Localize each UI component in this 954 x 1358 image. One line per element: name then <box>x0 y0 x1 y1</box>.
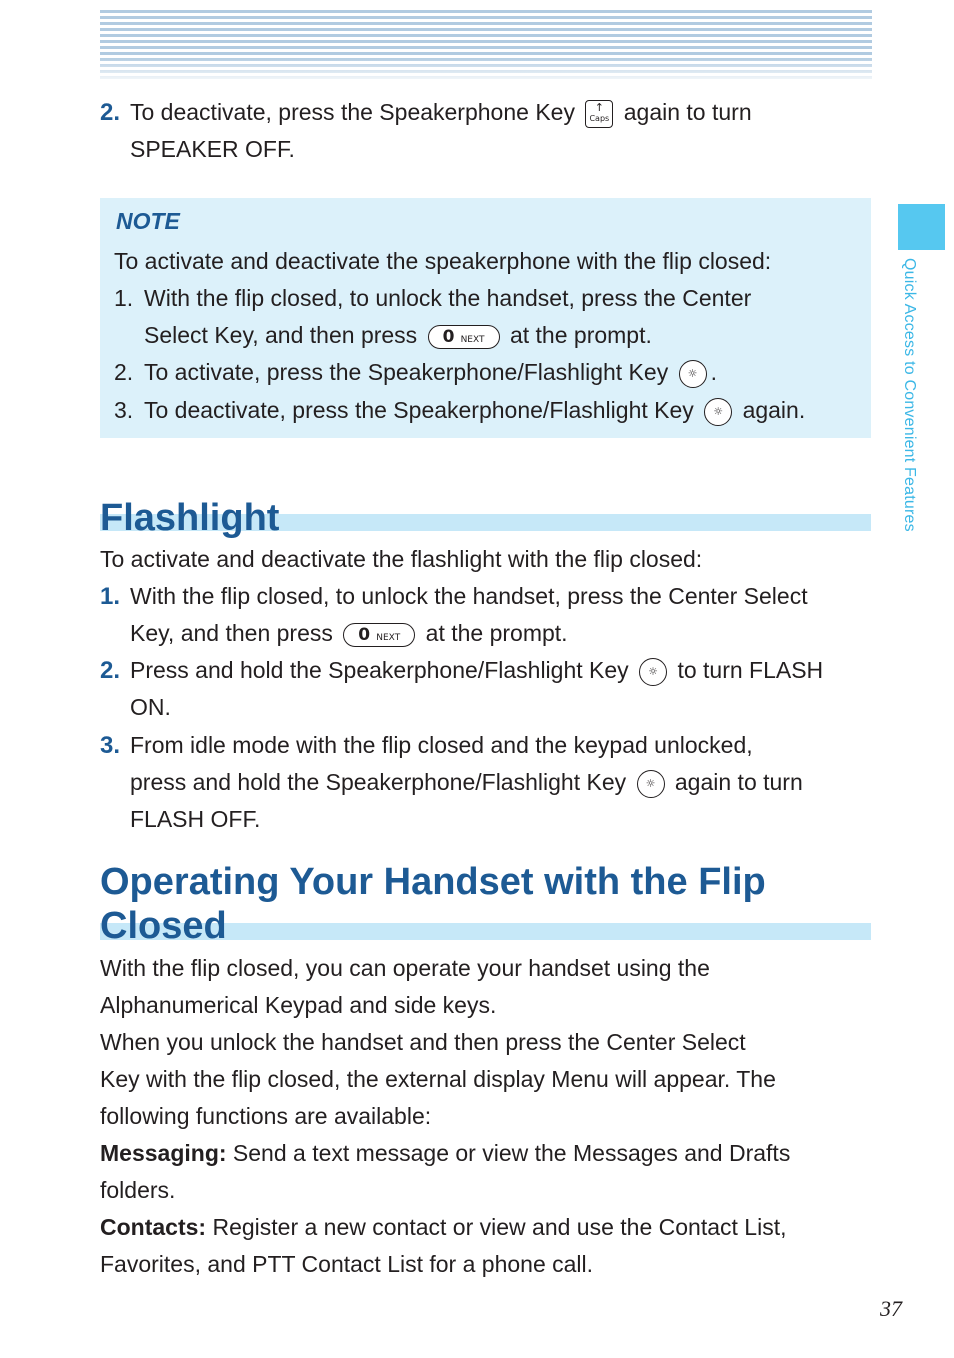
note-title: NOTE <box>116 208 180 234</box>
messaging-text: folders. <box>100 1177 176 1203</box>
step-text: Key, and then press <box>130 620 333 646</box>
operating-title-line: Operating Your Handset with the Flip <box>100 861 766 903</box>
step-text: SPEAKER OFF. <box>130 136 295 162</box>
paragraph-line: Alphanumerical Keypad and side keys. <box>100 992 497 1018</box>
operating-section-heading <box>100 860 872 948</box>
operating-paragraph-2 <box>100 1024 872 1135</box>
note-item-text: To activate, press the Speakerphone/Flashlight Key <box>144 359 669 385</box>
note-item-text: Select Key, and then press <box>144 322 418 348</box>
note-item-number: 1. <box>114 285 134 311</box>
top-step-2 <box>100 94 872 168</box>
flashlight-section-heading <box>100 496 872 540</box>
paragraph-line: following functions are available: <box>100 1103 432 1129</box>
chapter-tab-marker <box>898 204 945 250</box>
operating-body <box>100 950 872 1283</box>
note-item-3 <box>114 392 854 429</box>
note-item-1 <box>114 280 854 354</box>
step-text: ON. <box>130 694 171 720</box>
operating-title <box>100 860 872 948</box>
flashlight-key-icon: ☼ <box>704 398 732 426</box>
note-intro: To activate and deactivate the speakerphone with the flip closed: <box>114 248 772 274</box>
flashlight-key-icon: ☼ <box>679 360 707 388</box>
contacts-text: Register a new contact or view and use the Contact List, <box>212 1214 787 1240</box>
flashlight-step-3 <box>100 727 872 838</box>
note-item-number: 2. <box>114 359 134 385</box>
operating-title-line: Closed <box>100 905 227 947</box>
flashlight-step-2 <box>100 652 872 726</box>
step-number: 3. <box>100 732 121 759</box>
note-item-text: . <box>710 359 717 385</box>
note-item-text: again. <box>742 397 806 423</box>
chapter-side-label: Quick Access to Convenient Features <box>901 258 918 532</box>
page-number: 37 <box>880 1296 902 1321</box>
note-box <box>100 198 871 438</box>
note-item-number: 3. <box>114 397 134 423</box>
speakerphone-caps-key-icon: ↑ Caps <box>585 100 613 128</box>
step-text: again to turn <box>623 99 752 125</box>
step-text: To deactivate, press the Speakerphone Key <box>130 99 575 125</box>
flashlight-step-1 <box>100 578 872 652</box>
step-text: Press and hold the Speakerphone/Flashlight Key <box>130 657 629 683</box>
flashlight-intro: To activate and deactivate the flashlight with the flip closed: <box>100 546 703 572</box>
step-text: With the flip closed, to unlock the handset, press the Center Select <box>130 583 808 609</box>
note-item-text: With the flip closed, to unlock the handset, press the Center <box>144 285 752 311</box>
paragraph-line: Key with the flip closed, the external display Menu will appear. The <box>100 1066 776 1092</box>
note-item-text: at the prompt. <box>509 322 652 348</box>
note-item-text: To deactivate, press the Speakerphone/Flashlight Key <box>144 397 694 423</box>
step-text: press and hold the Speakerphone/Flashlight Key <box>130 769 627 795</box>
step-number: 2. <box>100 657 121 684</box>
step-text: again to turn <box>674 769 803 795</box>
step-text: at the prompt. <box>425 620 568 646</box>
zero-next-key-icon: 0 NEXT <box>428 325 500 349</box>
messaging-text: Send a text message or view the Messages and Drafts <box>232 1140 791 1166</box>
flashlight-key-icon: ☼ <box>639 658 667 686</box>
flashlight-key-icon: ☼ <box>637 770 665 798</box>
contacts-item <box>100 1209 872 1283</box>
zero-next-key-icon: 0 NEXT <box>343 623 415 647</box>
step-number: 1. <box>100 583 121 610</box>
step-number: 2. <box>100 99 121 126</box>
operating-paragraph-1 <box>100 950 872 1024</box>
messaging-item <box>100 1135 872 1209</box>
flashlight-title: Flashlight <box>100 497 280 539</box>
contacts-text: Favorites, and PTT Contact List for a phone call. <box>100 1251 594 1277</box>
step-text: FLASH OFF. <box>130 806 261 832</box>
step-text: From idle mode with the flip closed and the keypad unlocked, <box>130 732 753 758</box>
contacts-label: Contacts: <box>100 1214 207 1240</box>
paragraph-line: When you unlock the handset and then press the Center Select <box>100 1029 746 1055</box>
messaging-label: Messaging: <box>100 1140 227 1166</box>
paragraph-line: With the flip closed, you can operate your handset using the <box>100 955 710 981</box>
note-item-2 <box>114 354 854 391</box>
step-text: to turn FLASH <box>677 657 824 683</box>
header-stripe-band <box>100 10 872 80</box>
